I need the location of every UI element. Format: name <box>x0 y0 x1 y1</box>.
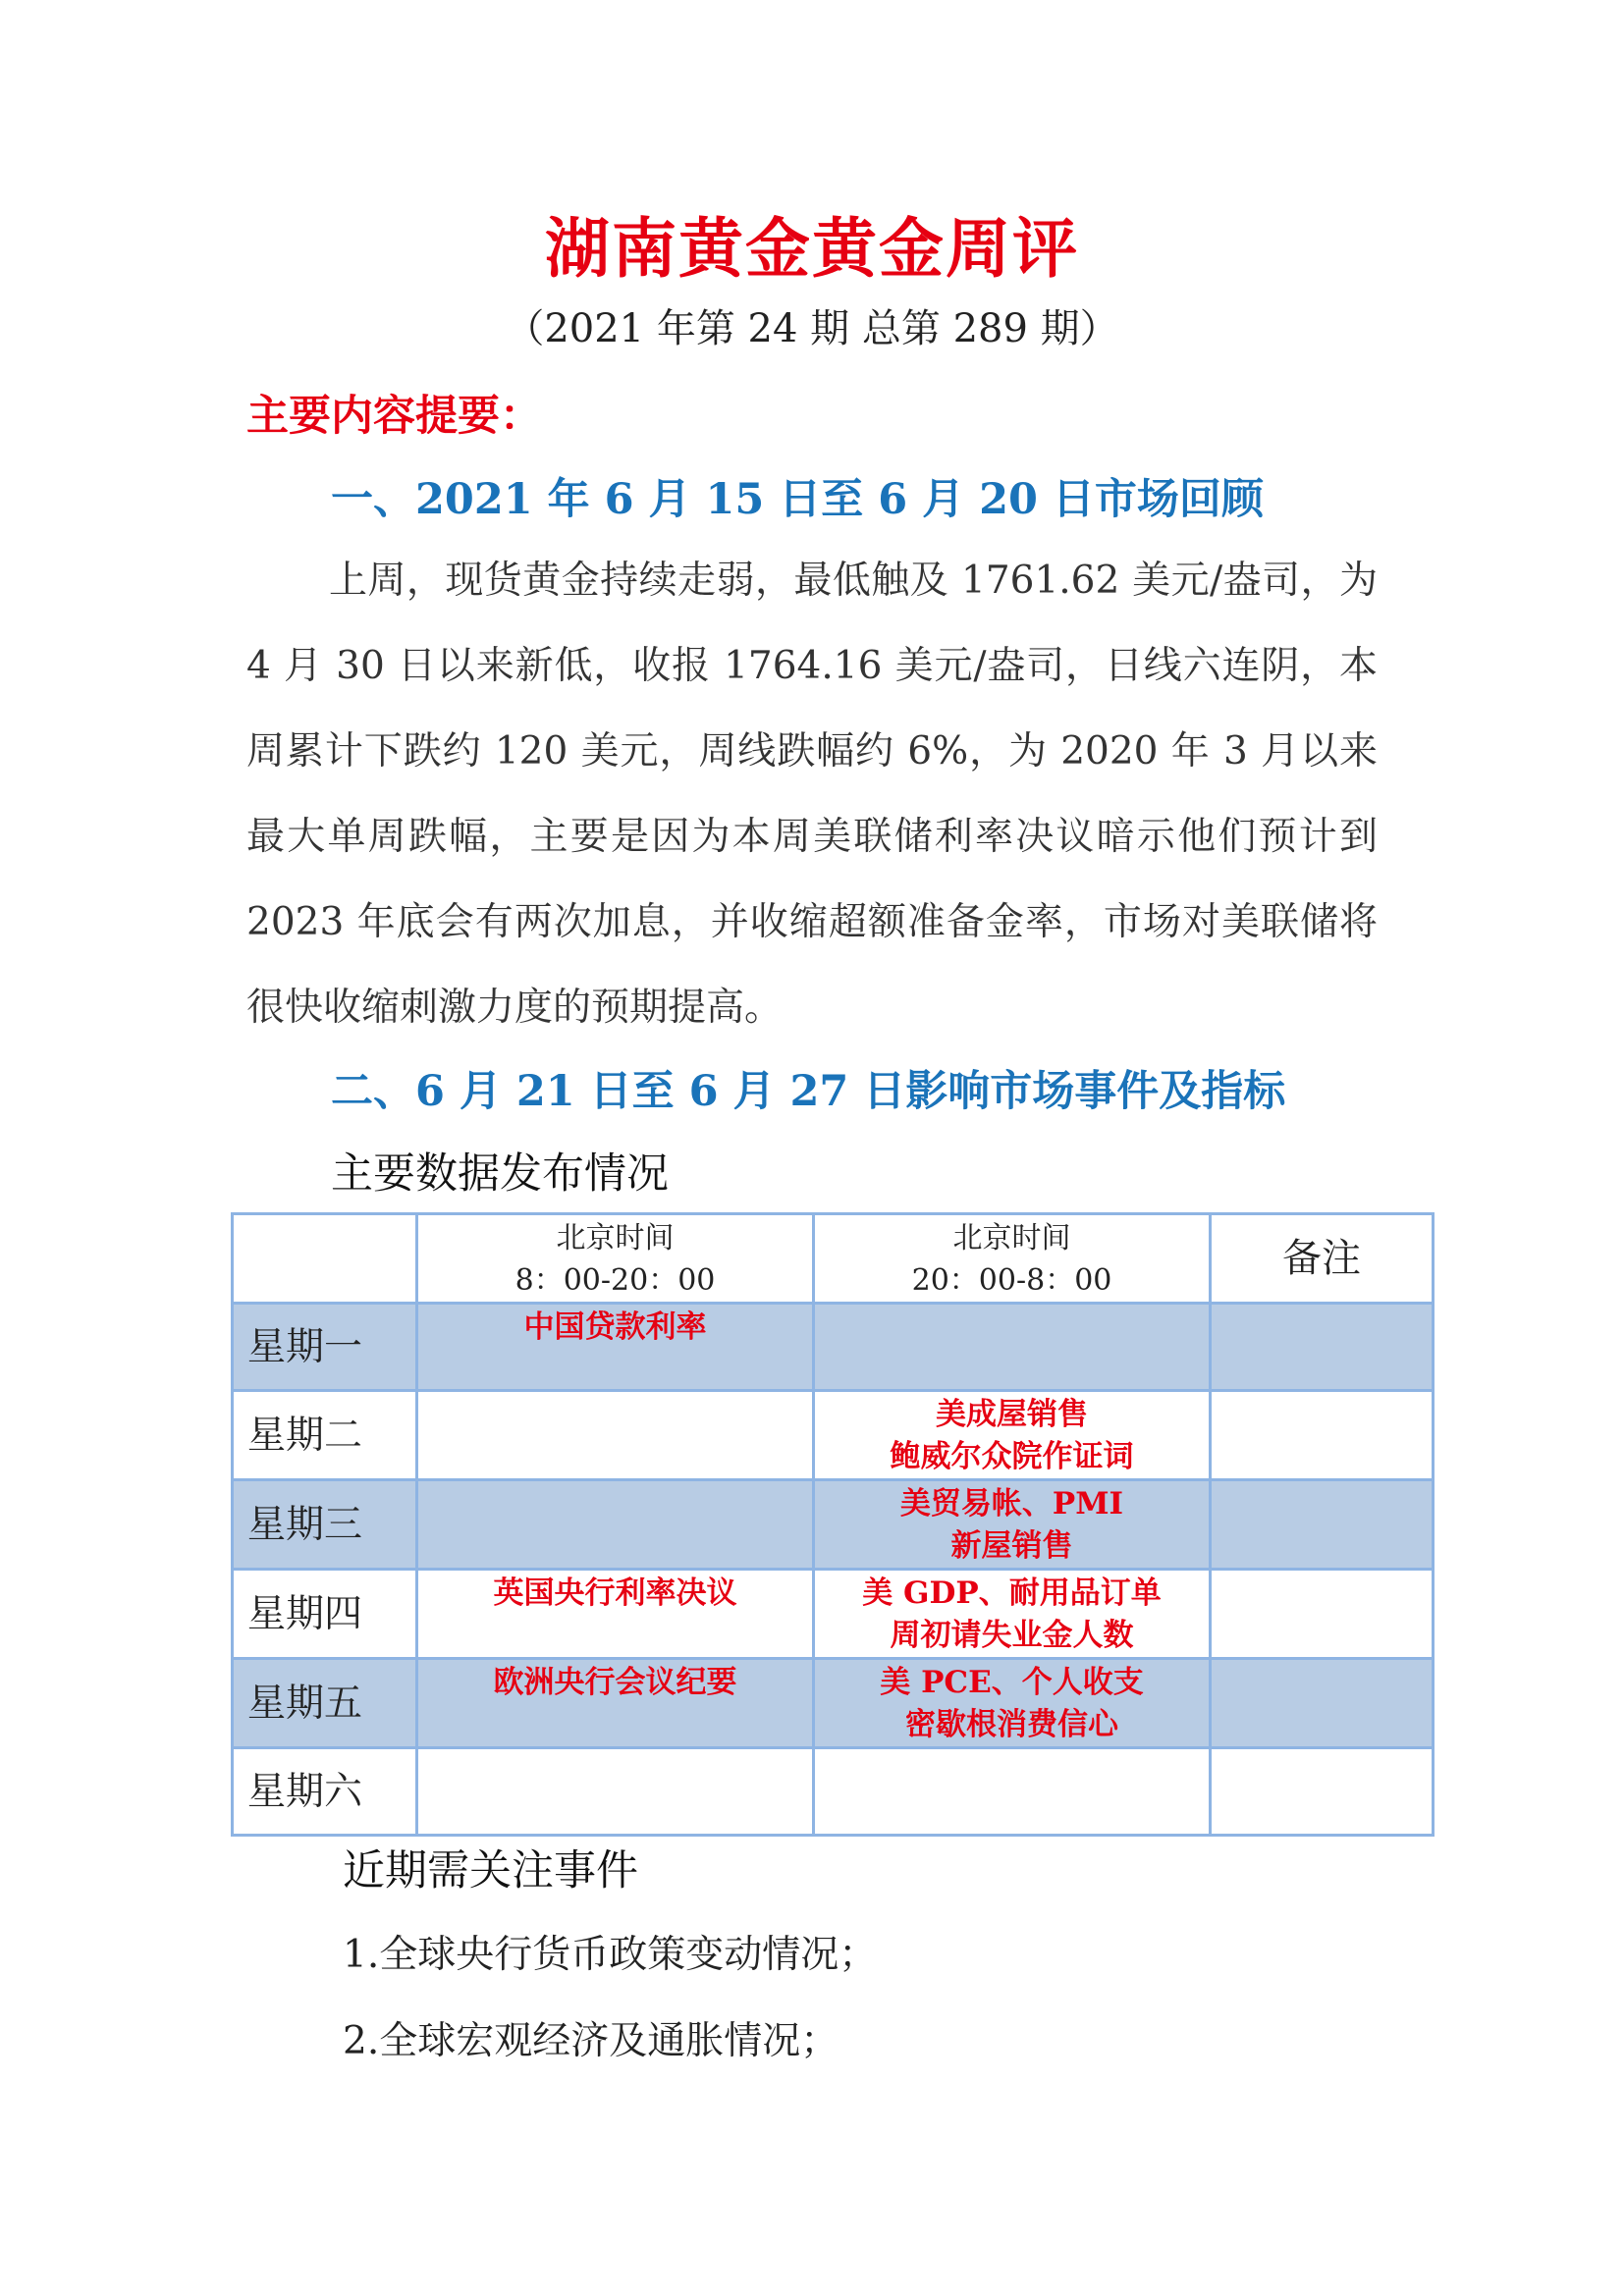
day-cell: 星期四 <box>233 1570 417 1659</box>
daytime-events-cell <box>417 1304 814 1391</box>
event-item: 美成屋销售 <box>936 1397 1088 1432</box>
day-cell: 星期二 <box>233 1391 417 1480</box>
note-cell <box>1211 1480 1434 1570</box>
event-item: 美 GDP、耐用品订单 <box>862 1575 1162 1611</box>
table-header-row <box>233 1214 1434 1304</box>
section-events-heading: 二、6 月 21 日至 6 月 27 日影响市场事件及指标 <box>331 1067 1286 1116</box>
day-cell: 星期五 <box>233 1659 417 1748</box>
page-title: 湖南黄金黄金周评 <box>545 210 1079 287</box>
event-item: 中国贷款利率 <box>523 1309 707 1345</box>
daytime-events-cell <box>417 1391 814 1480</box>
header-daytime-range: 8：00-20：00 <box>514 1263 716 1298</box>
header-note-cell: 备注 <box>1211 1214 1434 1304</box>
note-cell <box>1211 1659 1434 1748</box>
day-cell: 星期一 <box>233 1304 417 1391</box>
event-item: 周初请失业金人数 <box>890 1618 1134 1653</box>
day-cell: 星期三 <box>233 1480 417 1570</box>
daytime-events-cell <box>417 1659 814 1748</box>
nighttime-events-cell <box>814 1480 1211 1570</box>
header-nighttime-range: 20：00-8：00 <box>911 1263 1112 1298</box>
day-cell: 星期六 <box>233 1748 417 1836</box>
event-item: 新屋销售 <box>950 1528 1073 1564</box>
header-nighttime-cell <box>814 1214 1211 1304</box>
header-daytime-cell <box>417 1214 814 1304</box>
nighttime-events-cell <box>814 1570 1211 1659</box>
nighttime-events-cell <box>814 1391 1211 1480</box>
daytime-events-cell <box>417 1480 814 1570</box>
note-cell <box>1211 1570 1434 1659</box>
data-release-table <box>231 1212 1435 1837</box>
event-item: 密歇根消费信心 <box>905 1707 1118 1742</box>
watch-item: 2.全球宏观经济及通胀情况； <box>343 2019 839 2063</box>
event-item: 英国央行利率决议 <box>493 1575 737 1611</box>
event-item: 美 PCE、个人收支 <box>880 1665 1144 1700</box>
daytime-events-cell <box>417 1748 814 1836</box>
summary-heading: 主要内容提要： <box>246 392 542 441</box>
watch-item: 1.全球央行货币政策变动情况； <box>343 1933 878 1977</box>
nighttime-events-cell <box>814 1748 1211 1836</box>
table-row <box>233 1391 1434 1480</box>
event-item: 欧洲央行会议纪要 <box>493 1665 737 1700</box>
table-row <box>233 1748 1434 1836</box>
section-market-review-heading: 一、2021 年 6 月 15 日至 6 月 20 日市场回顾 <box>331 475 1264 524</box>
daytime-events-cell <box>417 1570 814 1659</box>
note-cell <box>1211 1748 1434 1836</box>
header-daytime-label: 北京时间 <box>556 1221 675 1255</box>
header-nighttime-label: 北京时间 <box>952 1221 1071 1255</box>
table-row <box>233 1304 1434 1391</box>
header-day-cell <box>233 1214 417 1304</box>
note-cell <box>1211 1304 1434 1391</box>
note-cell <box>1211 1391 1434 1480</box>
nighttime-events-cell <box>814 1304 1211 1391</box>
market-review-paragraph: 上周，现货黄金持续走弱，最低触及 1761.62 美元/盎司，为 4 月 30 日以来新低，收报 1764.16 美元/盎司，日线六连阴，本周累计下跌约 120 美元，周线跌幅约 6%，为 2020 年 3 月以来最大单周跌幅，主要是因为本周美联储利率决议暗示他们预计到 2023 年底会有两次加息，并收缩超额准备金率，市场对美联储将很快收缩刺激力度的预期提高。 <box>246 559 1378 1030</box>
table-row <box>233 1480 1434 1570</box>
table-row <box>233 1570 1434 1659</box>
table-title: 主要数据发布情况 <box>331 1149 669 1199</box>
table-row <box>233 1659 1434 1748</box>
nighttime-events-cell <box>814 1659 1211 1748</box>
issue-subtitle: （2021 年第 24 期 总第 289 期） <box>505 306 1119 351</box>
event-item: 美贸易帐、PMI <box>899 1486 1124 1522</box>
event-item: 鲍威尔众院作证词 <box>890 1439 1134 1474</box>
watch-events-heading: 近期需关注事件 <box>343 1846 638 1896</box>
